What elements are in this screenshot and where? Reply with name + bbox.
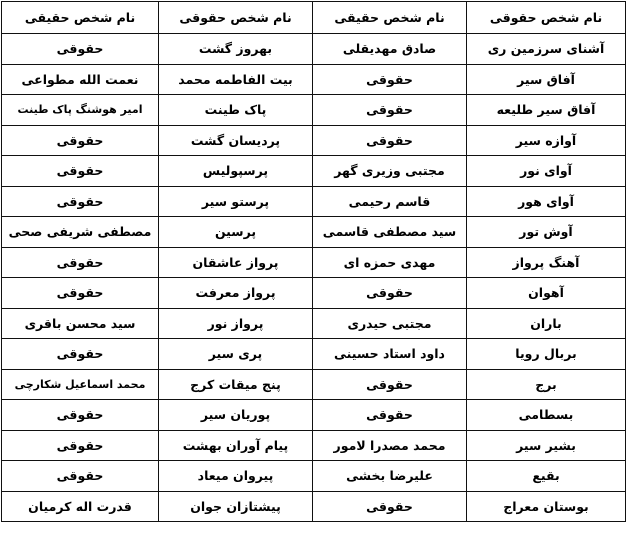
table-row bbox=[2, 34, 626, 65]
table-cell: آفاق سیر طلیعه bbox=[467, 95, 626, 126]
table-cell: حقوقی bbox=[2, 461, 159, 492]
table-row bbox=[2, 430, 626, 461]
table-row bbox=[2, 247, 626, 278]
table-cell: مهدی حمزه ای bbox=[313, 247, 467, 278]
table-cell: حقوقی bbox=[2, 247, 159, 278]
table-row bbox=[2, 400, 626, 431]
table-cell: حقوقی bbox=[313, 400, 467, 431]
table-cell: آوای نور bbox=[467, 156, 626, 187]
table-cell: بقیع bbox=[467, 461, 626, 492]
table-cell: علیرضا بخشی bbox=[313, 461, 467, 492]
table-row bbox=[2, 491, 626, 522]
table-header bbox=[2, 2, 626, 34]
table-cell: بربال رویا bbox=[467, 339, 626, 370]
table-cell: حقوقی bbox=[313, 491, 467, 522]
table-cell: حقوقی bbox=[2, 278, 159, 309]
table-row bbox=[2, 64, 626, 95]
table-cell: پردیسان گشت bbox=[159, 125, 313, 156]
table-cell: آشنای سرزمین ری bbox=[467, 34, 626, 65]
table-cell: صادق مهدیقلی bbox=[313, 34, 467, 65]
table-cell: امیر هوشنگ پاک طینت bbox=[2, 95, 159, 126]
table-cell: برج bbox=[467, 369, 626, 400]
table-cell: حقوقی bbox=[2, 186, 159, 217]
table-cell: پرسین bbox=[159, 217, 313, 248]
table-cell: پری سیر bbox=[159, 339, 313, 370]
table-cell: باران bbox=[467, 308, 626, 339]
header-company-2: نام شخص حقوقی bbox=[159, 2, 313, 34]
table-cell: پنج میقات کرج bbox=[159, 369, 313, 400]
table-cell: آفاق سیر bbox=[467, 64, 626, 95]
table-cell: حقوقی bbox=[313, 278, 467, 309]
table-cell: پاک طینت bbox=[159, 95, 313, 126]
table-cell: قاسم رحیمی bbox=[313, 186, 467, 217]
table-row bbox=[2, 186, 626, 217]
table-cell: حقوقی bbox=[313, 64, 467, 95]
table-cell: مجتبی وزیری گهر bbox=[313, 156, 467, 187]
table-cell: پرسپولیس bbox=[159, 156, 313, 187]
table-cell: مصطفی شریفی صحی bbox=[2, 217, 159, 248]
table-cell: حقوقی bbox=[313, 125, 467, 156]
table-cell: محمد مصدرا لامور bbox=[313, 430, 467, 461]
table-cell: پوریان سیر bbox=[159, 400, 313, 431]
table-cell: حقوقی bbox=[2, 34, 159, 65]
table-cell: پرواز عاشقان bbox=[159, 247, 313, 278]
table-cell: آهوان bbox=[467, 278, 626, 309]
table-cell: بیت الفاطمه محمد bbox=[159, 64, 313, 95]
table-cell: قدرت اله کرمیان bbox=[2, 491, 159, 522]
agencies-table bbox=[1, 1, 626, 522]
table-row bbox=[2, 95, 626, 126]
table-cell: پیروان میعاد bbox=[159, 461, 313, 492]
table-row bbox=[2, 339, 626, 370]
table-cell: حقوقی bbox=[313, 369, 467, 400]
table-cell: پرواز نور bbox=[159, 308, 313, 339]
table-cell: آهنگ پرواز bbox=[467, 247, 626, 278]
table-cell: پیام آوران بهشت bbox=[159, 430, 313, 461]
table-cell: داود استاد حسینی bbox=[313, 339, 467, 370]
table-cell: بسطامی bbox=[467, 400, 626, 431]
table-row bbox=[2, 156, 626, 187]
table-row bbox=[2, 217, 626, 248]
table-row bbox=[2, 278, 626, 309]
table-cell: حقوقی bbox=[2, 400, 159, 431]
table-cell: حقوقی bbox=[313, 95, 467, 126]
table-cell: بشیر سیر bbox=[467, 430, 626, 461]
table-cell: حقوقی bbox=[2, 156, 159, 187]
table-cell: بهروز گشت bbox=[159, 34, 313, 65]
table-cell: حقوقی bbox=[2, 339, 159, 370]
table-cell: سید محسن باقری bbox=[2, 308, 159, 339]
table-cell: بوستان معراج bbox=[467, 491, 626, 522]
header-person-2: نام شخص حقیقی bbox=[2, 2, 159, 34]
table-cell: پرستو سیر bbox=[159, 186, 313, 217]
table-cell: پرواز معرفت bbox=[159, 278, 313, 309]
table-row bbox=[2, 461, 626, 492]
table-row bbox=[2, 308, 626, 339]
table-cell: حقوقی bbox=[2, 125, 159, 156]
table-cell: آوازه سیر bbox=[467, 125, 626, 156]
table-cell: حقوقی bbox=[2, 430, 159, 461]
table-row bbox=[2, 369, 626, 400]
table-body bbox=[2, 34, 626, 522]
table-row bbox=[2, 125, 626, 156]
table-cell: مجتبی حیدری bbox=[313, 308, 467, 339]
table-cell: نعمت الله مطواعی bbox=[2, 64, 159, 95]
table-cell: آوش تور bbox=[467, 217, 626, 248]
header-company-1: نام شخص حقوقی bbox=[467, 2, 626, 34]
table-cell: محمد اسماعیل شکارچی bbox=[2, 369, 159, 400]
header-row bbox=[2, 2, 626, 34]
table-cell: سید مصطفی قاسمی bbox=[313, 217, 467, 248]
table-cell: پیشتازان جوان bbox=[159, 491, 313, 522]
header-person-1: نام شخص حقیقی bbox=[313, 2, 467, 34]
table-cell: آوای هور bbox=[467, 186, 626, 217]
